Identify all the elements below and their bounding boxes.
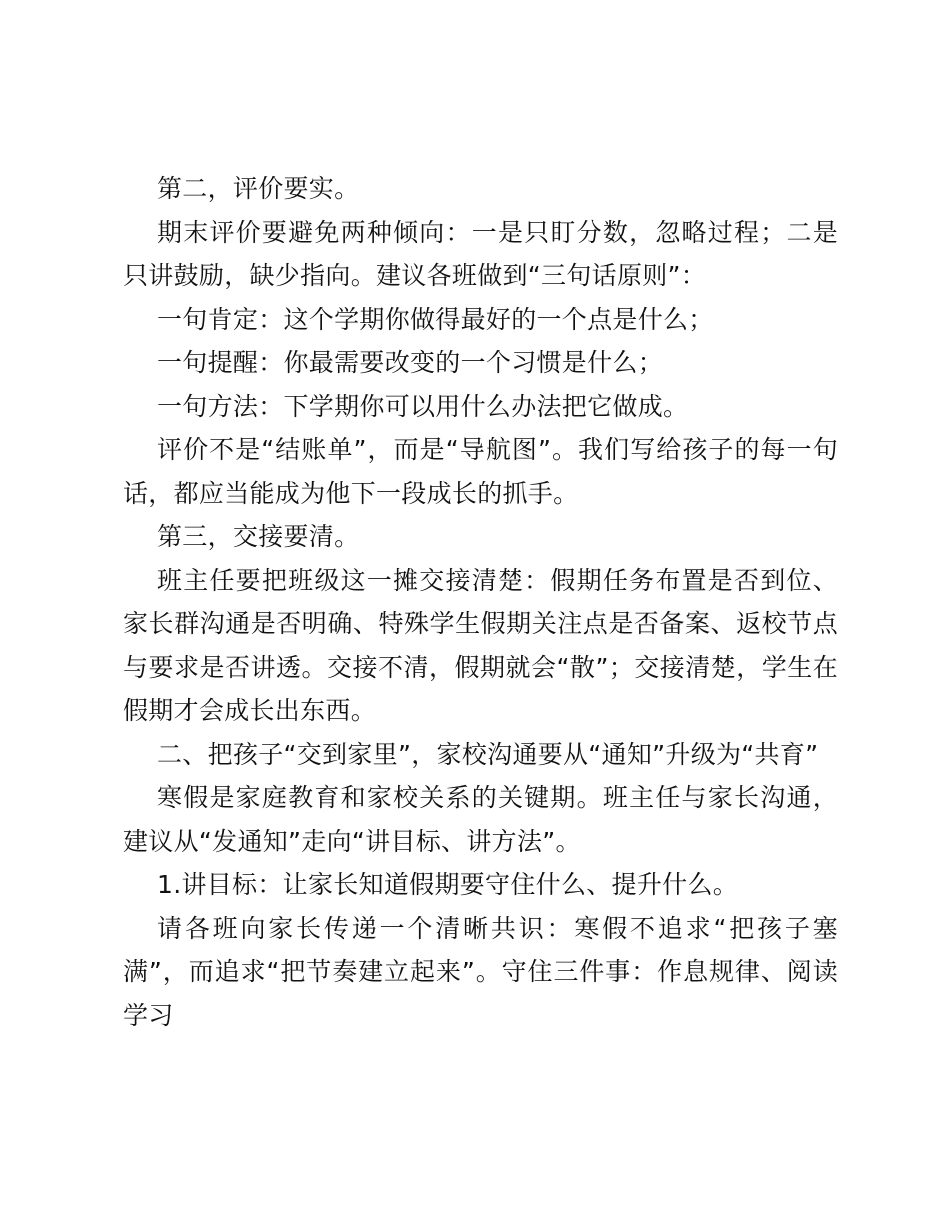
paragraph-handover: 班主任要把班级这一摊交接清楚：假期任务布置是否到位、家长群沟通是否明确、特殊学生假期关注点是否备案、返校节点与要求是否讲透。交接不清，假期就会“散”；交接清楚，学生在假期才会成长出东西。 [123, 565, 838, 725]
paragraph-winter-break: 寒假是家庭教育和家校关系的关键期。班主任与家长沟通，建议从“发通知”走向“讲目标、讲方法”。 [123, 783, 838, 856]
principle-method: 一句方法：下学期你可以用什么办法把它做成。 [157, 391, 689, 421]
section-heading-evaluation: 第二，评价要实。 [157, 174, 360, 203]
paragraph-evaluation-tendencies: 期末评价要避免两种倾向：一是只盯分数，忽略过程；二是只讲鼓励，缺少指向。建议各班做到“三句话原则”： [123, 217, 838, 290]
paragraph-evaluation-navigation: 评价不是“结账单”，而是“导航图”。我们写给孩子的每一句话，都应当能成为他下一段成长的抓手。 [123, 435, 838, 508]
principle-reminder: 一句提醒：你最需要改变的一个习惯是什么； [157, 348, 664, 377]
section-heading-home-school: 二、把孩子“交到家里”，家校沟通要从“通知”升级为“共育” [157, 739, 819, 769]
subheading-goals: 1.讲目标：让家长知道假期要守住什么、提升什么。 [157, 870, 739, 899]
section-heading-handover: 第三，交接要清。 [157, 522, 360, 551]
principle-affirmation: 一句肯定：这个学期你做得最好的一个点是什么； [157, 304, 714, 334]
document-body [123, 167, 838, 1037]
paragraph-consensus: 请各班向家长传递一个清晰共识：寒假不追求“把孩子塞满”，而追求“把节奏建立起来”。守住三件事：作息规律、阅读学习 [123, 913, 838, 1030]
